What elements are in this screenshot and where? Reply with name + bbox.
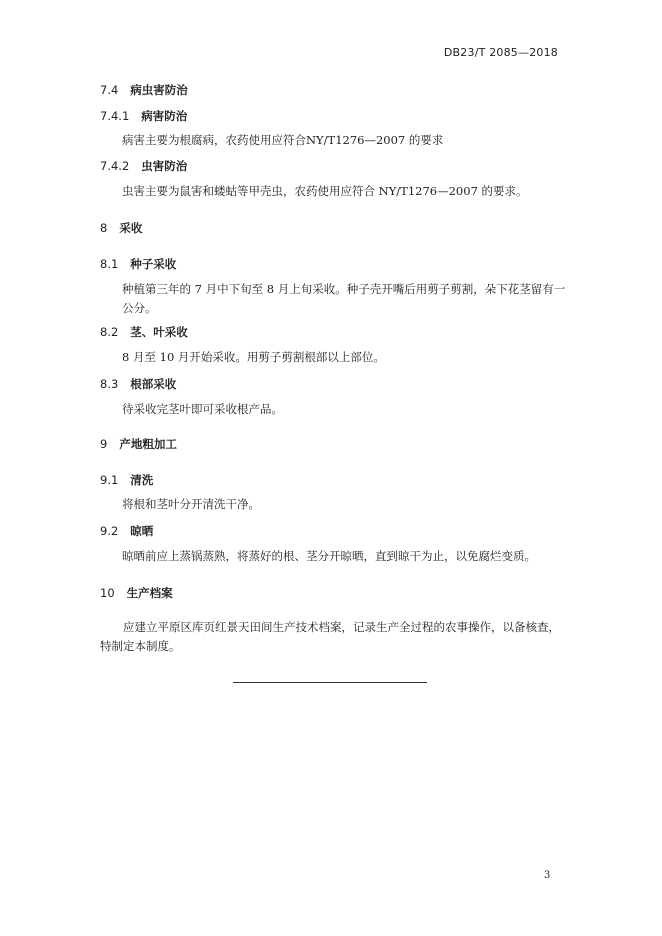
section-number: 9	[100, 437, 108, 451]
section-heading-8	[100, 220, 142, 236]
section-title: 采收	[119, 221, 143, 235]
paragraph: 待采收完茎叶即可采收根产品。	[122, 402, 283, 416]
section-number: 9.1	[100, 473, 119, 487]
section-heading-9-2	[100, 523, 153, 539]
paragraph: 8 月至 10 月开始采收。用剪子剪割根部以上部位。	[122, 350, 385, 364]
section-title: 虫害防治	[141, 159, 188, 173]
section-heading-7-4-1	[100, 108, 187, 124]
section-title: 生产档案	[126, 586, 173, 600]
paragraph: 虫害主要为鼠害和蝼蛄等甲壳虫，农药使用应符合 NY/T1276—2007 的要求。	[122, 184, 528, 198]
document-code: DB23/T 2085—2018	[443, 46, 558, 59]
section-number: 8.2	[100, 325, 119, 339]
section-heading-9-1	[100, 472, 153, 488]
section-heading-8-2	[100, 324, 188, 340]
paragraph: 晾晒前应上蒸锅蒸熟，将蒸好的根、茎分开晾晒，直到晾干为止，以免腐烂变质。	[122, 549, 536, 563]
paragraph: 病害主要为根腐病，农药使用应符合NY/T1276—2007 的要求	[122, 133, 444, 147]
section-title: 种子采收	[130, 257, 177, 271]
section-heading-10	[100, 585, 173, 601]
section-title: 茎、叶采收	[130, 325, 188, 339]
page-number: 3	[544, 870, 551, 881]
section-number: 8.1	[100, 257, 119, 271]
paragraph: 将根和茎叶分开清洗干净。	[122, 497, 260, 511]
section-number: 7.4	[100, 83, 119, 97]
section-title: 根部采收	[130, 377, 177, 391]
section-number: 7.4.1	[100, 109, 130, 123]
section-heading-7-4-2	[100, 158, 187, 174]
section-number: 10	[100, 586, 115, 600]
section-heading-8-3	[100, 376, 176, 392]
paragraph: 种植第三年的 7 月中下旬至 8 月上旬采收。种子壳开嘴后用剪子剪割，朵下花茎留有一公分。	[122, 282, 566, 315]
paragraph: 应建立平原区库页红景天田间生产技术档案，记录生产全过程的农事操作，以备核查，特制定本制度。	[100, 620, 560, 653]
section-heading-9	[100, 436, 177, 452]
section-number: 8.3	[100, 377, 119, 391]
end-rule	[233, 682, 427, 683]
section-heading-8-1	[100, 256, 176, 272]
section-title: 病害防治	[141, 109, 188, 123]
section-number: 8	[100, 221, 108, 235]
section-number: 9.2	[100, 524, 119, 538]
section-title: 病虫害防治	[130, 83, 188, 97]
section-title: 产地粗加工	[119, 437, 177, 451]
section-title: 晾晒	[130, 524, 154, 538]
section-title: 清洗	[130, 473, 154, 487]
section-heading-7-4	[100, 82, 188, 98]
section-number: 7.4.2	[100, 159, 130, 173]
